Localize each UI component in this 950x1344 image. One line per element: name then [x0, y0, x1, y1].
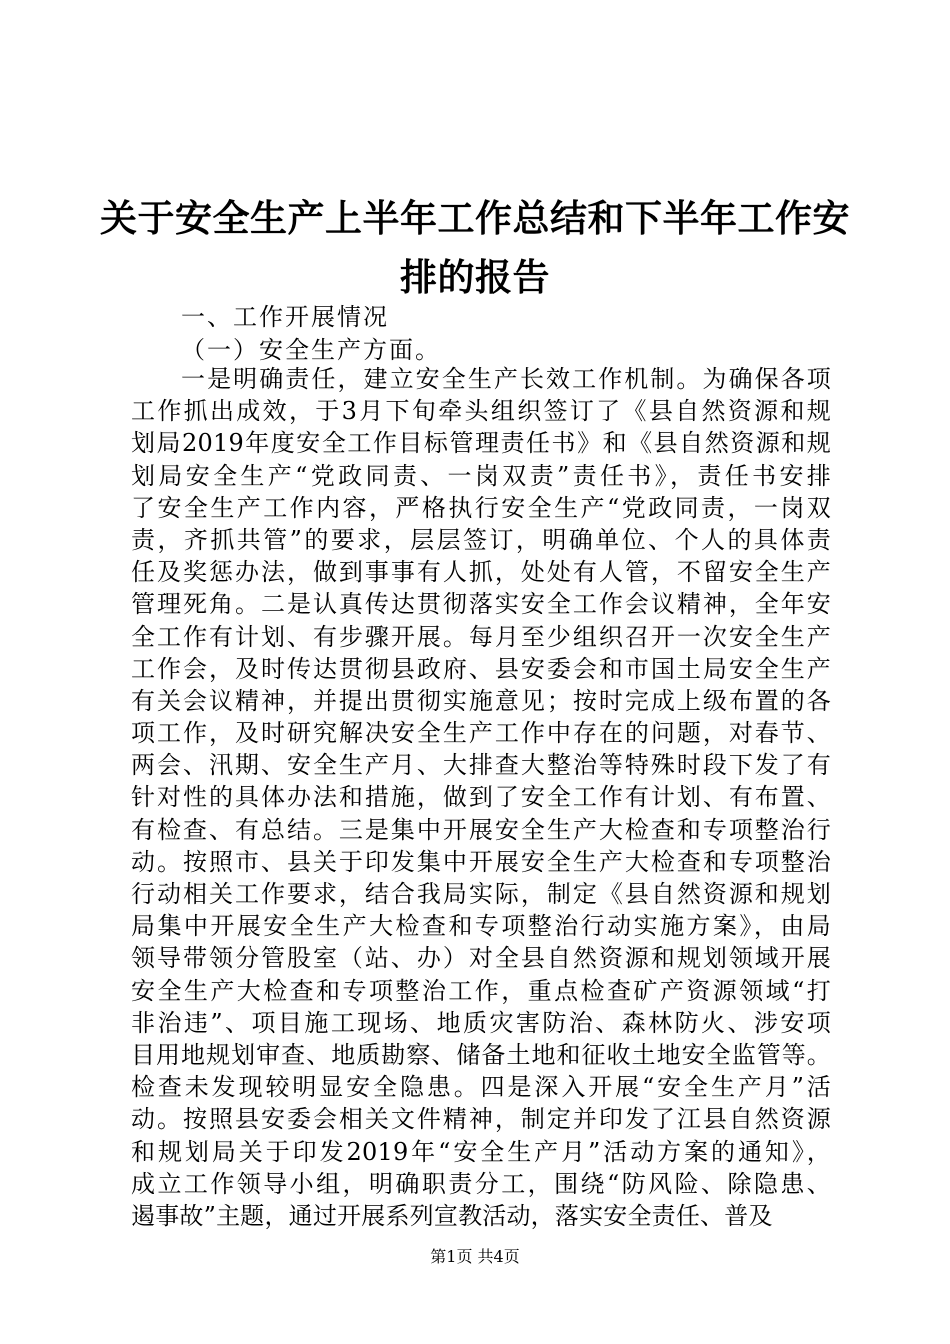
paragraph-line: 两会、汛期、安全生产月、大排查大整治等特殊时段下发了有: [131, 751, 831, 780]
body-paragraph: [131, 363, 831, 1232]
paragraph-line: 领导带领分管股室（站、办）对全县自然资源和规划领域开展: [131, 944, 831, 973]
document-title-line-2: 排的报告: [400, 255, 550, 299]
paragraph-line: 工作抓出成效，于3月下旬牵头组织签订了《县自然资源和规: [131, 397, 831, 426]
paragraph-line: 一是明确责任，建立安全生产长效工作机制。为确保各项: [181, 365, 831, 393]
document-title-line-1: 关于安全生产上半年工作总结和下半年工作安: [100, 196, 850, 240]
paragraph-line: 安全生产大检查和专项整治工作，重点检查矿产资源领域“打: [131, 976, 831, 1005]
subsection-heading: （一）安全生产方面。: [181, 336, 441, 364]
paragraph-line: 动。按照县安委会相关文件精神，制定并印发了江县自然资源: [131, 1105, 831, 1134]
paragraph-line: 局集中开展安全生产大检查和专项整治行动实施方案》，由局: [131, 912, 831, 941]
paragraph-line: 划局2019年度安全工作目标管理责任书》和《县自然资源和规: [131, 429, 831, 458]
paragraph-line: 检查未发现较明显安全隐患。四是深入开展“安全生产月”活: [131, 1073, 831, 1102]
paragraph-line: 非治违”、项目施工现场、地质灾害防治、森林防火、涉安项: [131, 1008, 831, 1037]
paragraph-line: 遏事故”主题，通过开展系列宣教活动，落实安全责任、普及: [131, 1201, 773, 1230]
paragraph-line: 动。按照市、县关于印发集中开展安全生产大检查和专项整治: [131, 847, 831, 876]
section-heading: 一、工作开展情况: [181, 303, 389, 331]
paragraph-line: 全工作有计划、有步骤开展。每月至少组织召开一次安全生产: [131, 622, 831, 651]
paragraph-line: 划局安全生产“党政同责、一岗双责”责任书》，责任书安排: [131, 461, 831, 490]
paragraph-line: 管理死角。二是认真传达贯彻落实安全工作会议精神，全年安: [131, 590, 831, 619]
paragraph-line: 行动相关工作要求，结合我局实际，制定《县自然资源和规划: [131, 880, 831, 908]
paragraph-line: 任及奖惩办法，做到事事有人抓，处处有人管，不留安全生产: [131, 558, 831, 587]
paragraph-line: 项工作，及时研究解决安全生产工作中存在的问题，对春节、: [131, 719, 831, 748]
paragraph-line: 责，齐抓共管”的要求，层层签订，明确单位、个人的具体责: [131, 525, 831, 554]
paragraph-line: 有关会议精神，并提出贯彻实施意见；按时完成上级布置的各: [131, 686, 831, 715]
paragraph-line: 工作会，及时传达贯彻县政府、县安委会和市国土局安全生产: [131, 654, 831, 683]
paragraph-line: 针对性的具体办法和措施，做到了安全工作有计划、有布置、: [131, 783, 831, 812]
paragraph-line: 目用地规划审查、地质勘察、储备土地和征收土地安全监管等。: [131, 1040, 831, 1069]
paragraph-line: 和规划局关于印发2019年“安全生产月”活动方案的通知》，: [131, 1137, 831, 1166]
page-footer: 第1页 共4页: [430, 1247, 520, 1266]
paragraph-line: 有检查、有总结。三是集中开展安全生产大检查和专项整治行: [131, 815, 831, 844]
paragraph-line: 成立工作领导小组，明确职责分工，围绕“防风险、除隐患、: [131, 1169, 831, 1198]
paragraph-line: 了安全生产工作内容，严格执行安全生产“党政同责，一岗双: [131, 493, 831, 522]
